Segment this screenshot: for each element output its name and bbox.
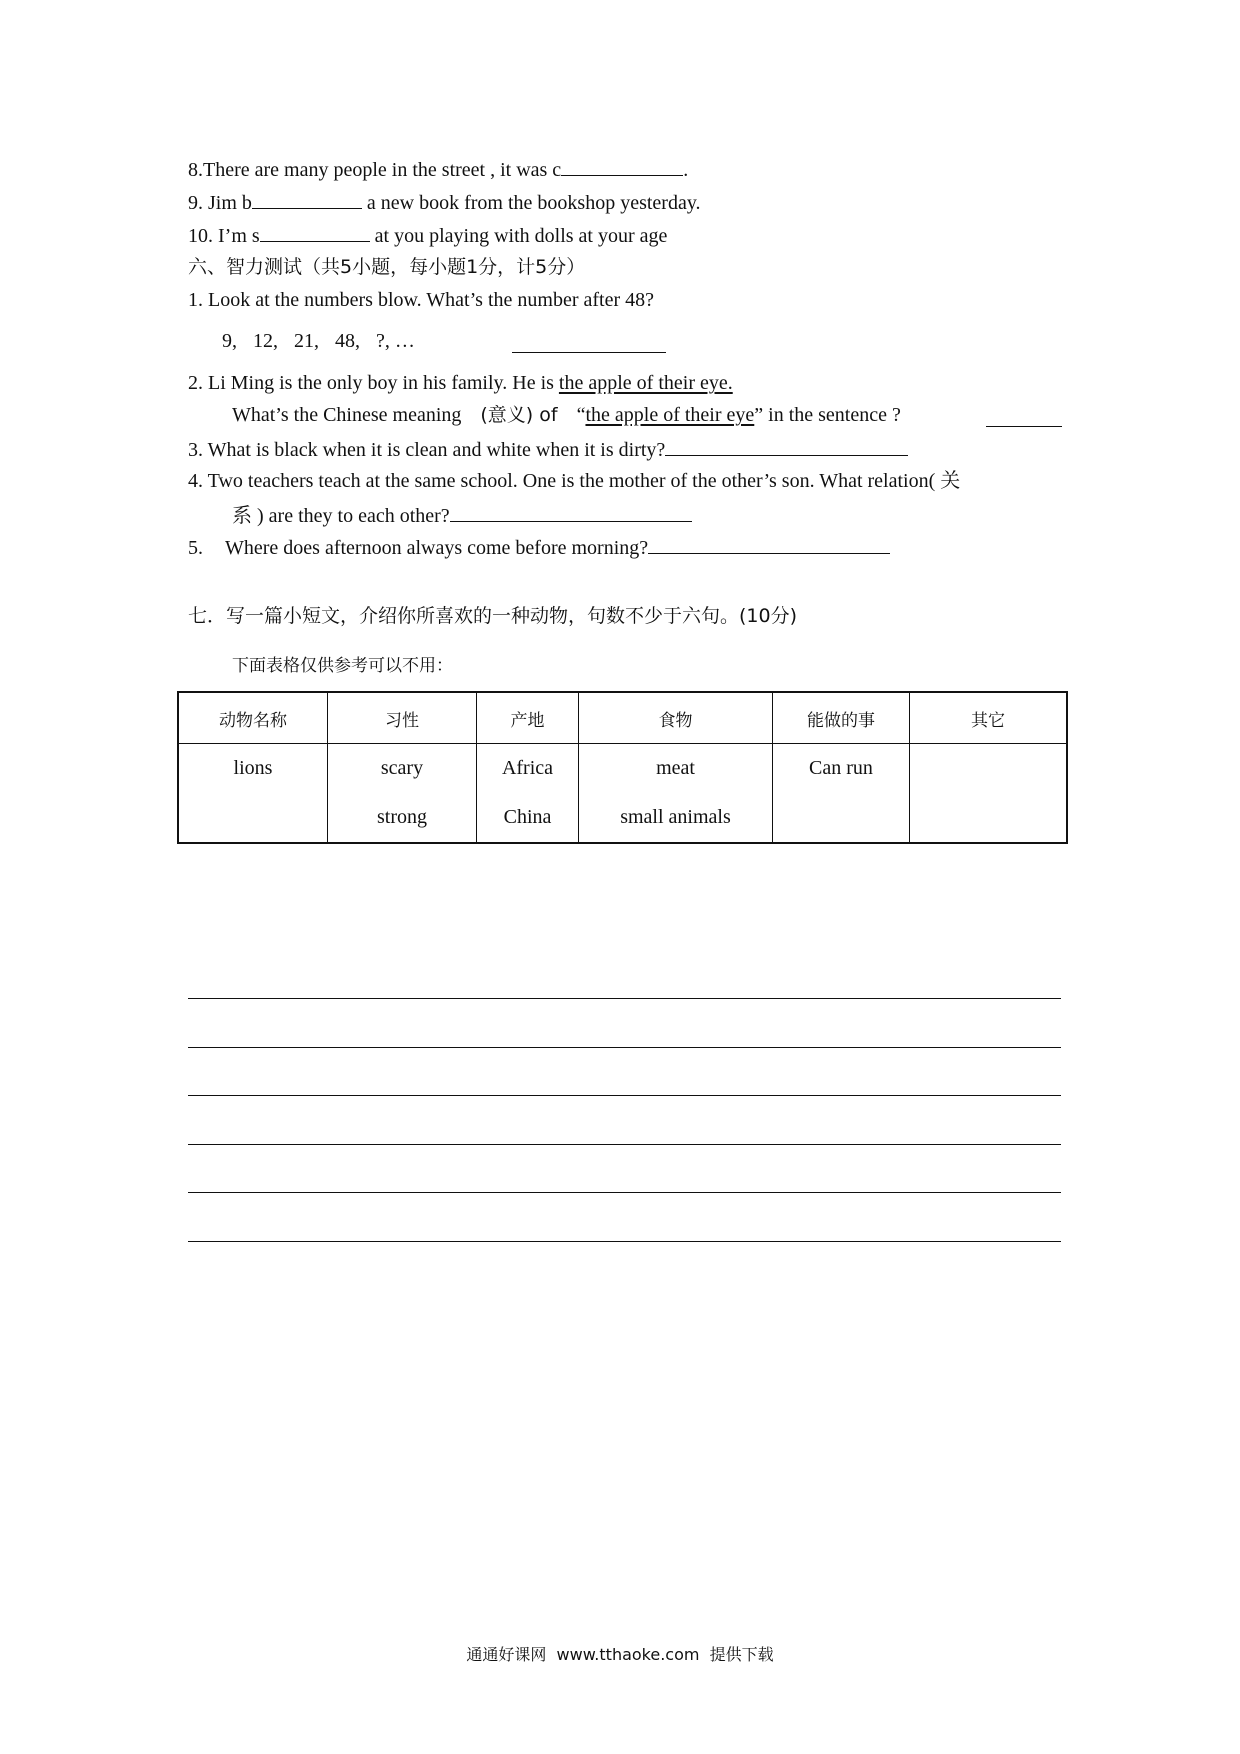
sequence-number: 21,: [294, 330, 319, 352]
fill-in-item-8: [188, 155, 688, 183]
question-1-answer-blank[interactable]: [512, 332, 666, 353]
fill-in-item-9: [188, 188, 701, 216]
sequence-number: 9,: [222, 330, 237, 352]
answer-blank[interactable]: [561, 155, 683, 176]
header-origin: 产地: [477, 692, 579, 744]
writing-line[interactable]: [188, 1047, 1061, 1048]
header-other: 其它: [910, 692, 1068, 744]
question-2-text-end: ” in the sentence ?: [754, 404, 901, 426]
writing-line[interactable]: [188, 1144, 1061, 1145]
question-1: 1. Look at the numbers blow. What’s the number after 48?: [188, 289, 654, 311]
question-4-line-2: [232, 501, 692, 529]
section-7-heading: 七．写一篇小短文，介绍你所喜欢的一种动物，句数不少于六句。(10分): [188, 605, 798, 627]
sequence-number: ?, …: [376, 330, 415, 352]
idiom-underlined: the apple of their eye.: [558, 372, 733, 394]
question-2-line-1: [188, 370, 733, 396]
writing-line[interactable]: [188, 1241, 1061, 1242]
number-sequence: [222, 328, 431, 354]
table-note: 下面表格仅供参考可以不用：: [232, 656, 453, 676]
item-number: 9.: [188, 192, 203, 214]
cell-origin: [477, 744, 579, 844]
cell-abilities: [773, 744, 910, 844]
cell-value: strong: [377, 806, 427, 828]
question-2-text: 2. Li Ming is the only boy in his family. He is: [188, 372, 559, 394]
cell-value: Africa: [501, 757, 554, 779]
item-number: 5.: [188, 537, 203, 559]
question-2-text: What’s the Chinese meaning: [232, 404, 462, 426]
item-text-after: a new book from the bookshop yesterday.: [361, 192, 701, 214]
animal-reference-table: [177, 691, 1068, 844]
answer-blank[interactable]: [648, 533, 890, 554]
answer-blank[interactable]: [665, 435, 908, 456]
answer-blank[interactable]: [450, 501, 692, 522]
page-footer: 通通好课网 www.tthaoke.com 提供下载: [466, 1645, 774, 1664]
idiom-underlined: the apple of their eye: [585, 404, 755, 426]
header-abilities: 能做的事: [773, 692, 910, 744]
question-4-text: 系 ) are they to each other?: [232, 505, 450, 527]
question-2-line-2: [232, 402, 901, 428]
answer-blank[interactable]: [252, 188, 362, 209]
item-text-after: at you playing with dolls at your age: [369, 225, 668, 247]
open-quote: “: [576, 404, 586, 426]
header-animal-name: 动物名称: [178, 692, 328, 744]
writing-line[interactable]: [188, 1192, 1061, 1193]
fill-in-item-10: [188, 221, 667, 249]
header-food: 食物: [579, 692, 773, 744]
cell-value: small animals: [620, 806, 731, 828]
sequence-number: 48,: [335, 330, 360, 352]
answer-blank[interactable]: [260, 221, 370, 242]
question-5-text: Where does afternoon always come before morning?: [225, 537, 649, 559]
writing-line[interactable]: [188, 1095, 1061, 1096]
cell-value: meat: [656, 757, 695, 779]
item-number: 10.: [188, 225, 213, 247]
sequence-number: 12,: [253, 330, 278, 352]
question-3: [188, 435, 908, 463]
item-text-before: I’m s: [218, 225, 260, 247]
question-3-text: 3. What is black when it is clean and white when it is dirty?: [188, 439, 666, 461]
cell-value: scary: [380, 757, 424, 779]
cell-habits: [328, 744, 477, 844]
table-header-row: [178, 692, 1067, 744]
question-4-line-1: 4. Two teachers teach at the same school. One is the mother of the other’s son. What relation( 关: [188, 470, 961, 492]
question-5: [188, 533, 890, 561]
item-text-before: Jim b: [208, 192, 252, 214]
question-2-meaning-label: (意义) of: [480, 404, 558, 426]
item-number: 8.: [188, 159, 203, 181]
item-text-before: There are many people in the street , it was c: [203, 159, 562, 181]
header-habits: 习性: [328, 692, 477, 744]
section-6-heading: 六、智力测试（共5小题，每小题1分，计5分）: [188, 256, 586, 278]
item-text-after: .: [683, 159, 689, 181]
table-row: [178, 744, 1067, 844]
cell-food: [579, 744, 773, 844]
writing-line[interactable]: [188, 998, 1061, 999]
cell-value: Can run: [809, 757, 873, 779]
cell-value: China: [503, 806, 552, 828]
cell-value: lions: [233, 757, 273, 779]
question-2-answer-blank[interactable]: [986, 406, 1062, 427]
cell-other: [910, 744, 1068, 844]
cell-animal-name: [178, 744, 328, 844]
